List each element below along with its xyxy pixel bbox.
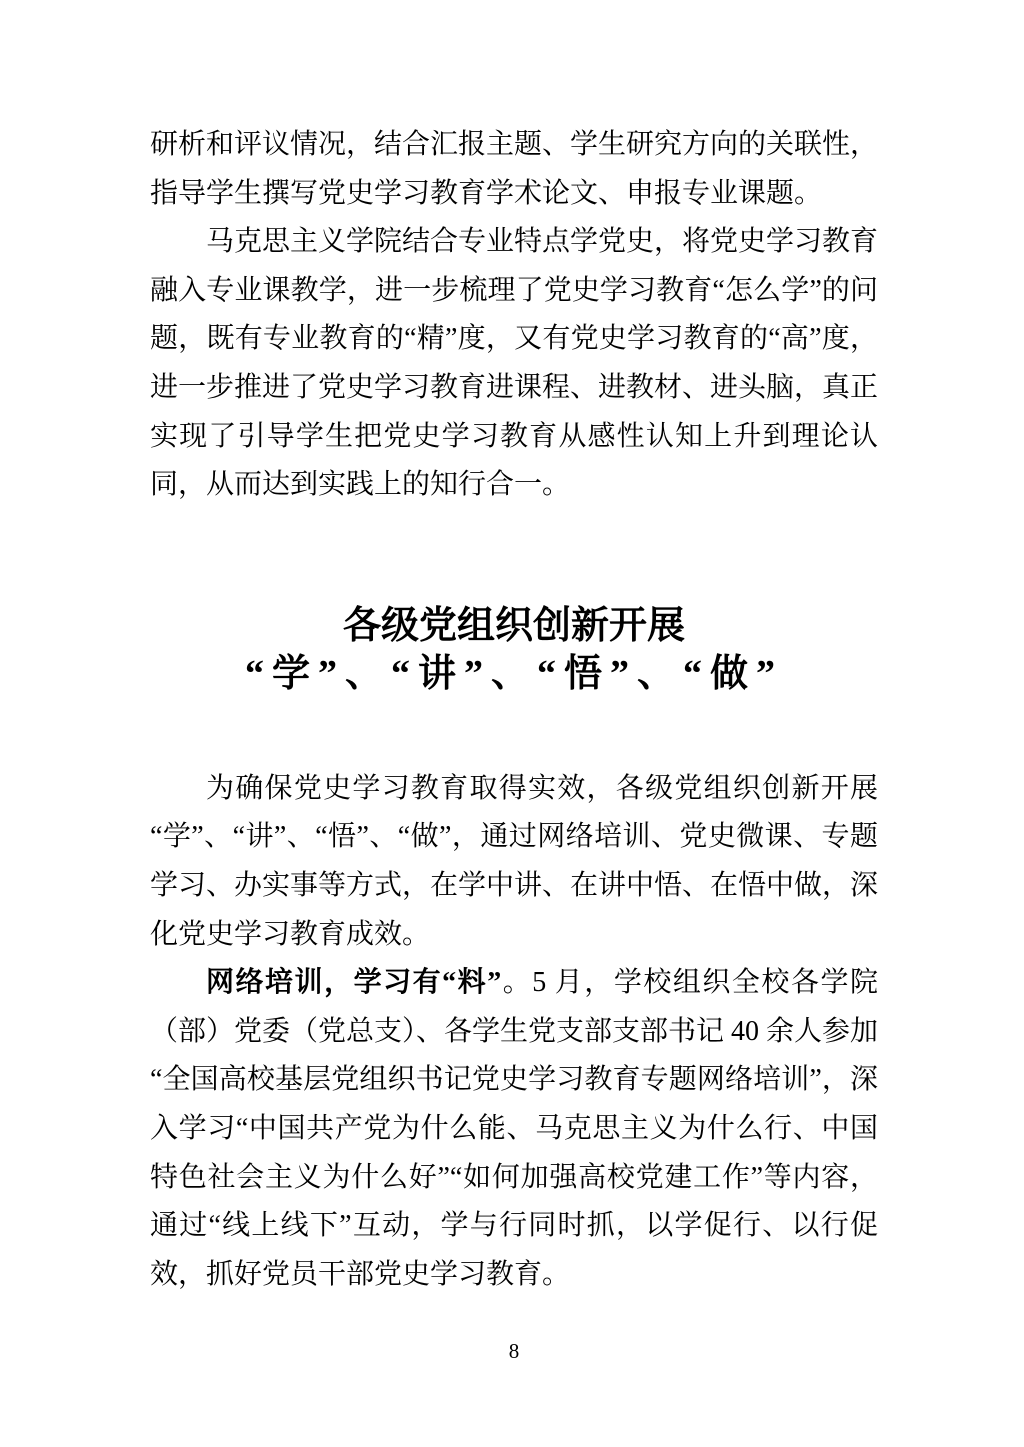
paragraph-ensure-effect: 为确保党史学习教育取得实效，各级党组织创新开展“学”、“讲”、“悟”、“做”，通过网络培训、党史微课、专题学习、办实事等方式，在学中讲、在讲中悟、在悟中做，深化党史学习教育成效。 bbox=[150, 772, 879, 950]
section-heading bbox=[150, 602, 878, 698]
page-number: 8 bbox=[508, 1339, 520, 1364]
paragraph-lead-bold: 网络培训，学习有“料” bbox=[206, 967, 502, 999]
section-heading-line-1: 各级党组织创新开展 bbox=[342, 604, 685, 647]
section-heading-line-2: “学”、“讲”、“悟”、“做” bbox=[244, 652, 783, 695]
paragraph-continuation: 研析和评议情况，结合汇报主题、学生研究方向的关联性，指导学生撰写党史学习教育学术论文、申报专业课题。 bbox=[150, 129, 879, 209]
paragraph-network-training bbox=[150, 959, 878, 1299]
paragraph-network-training-body: 。5 月，学校组织全校各学院（部）党委（党总支）、各学生党支部支部书记 40 余人参加“全国高校基层党组织书记党史学习教育专题网络培训”，深入学习“中国共产党为什么能、马克思主义为什么行、中国特色社会主义为什么好”“如何加强高校党建工作”等内容，通过“线上线下”互动，学与行同时抓，以学促行、以行促效，抓好党员干部党史学习教育。 bbox=[150, 967, 879, 1290]
paragraph-marxism-college: 马克思主义学院结合专业特点学党史，将党史学习教育融入专业课教学，进一步梳理了党史学习教育“怎么学”的问题，既有专业教育的“精”度，又有党史学习教育的“高”度，进一步推进了党史学习教育进课程、进教材、进头脑，真正实现了引导学生把党史学习教育从感性认知上升到理论认同，从而达到实践上的知行合一。 bbox=[150, 226, 879, 501]
